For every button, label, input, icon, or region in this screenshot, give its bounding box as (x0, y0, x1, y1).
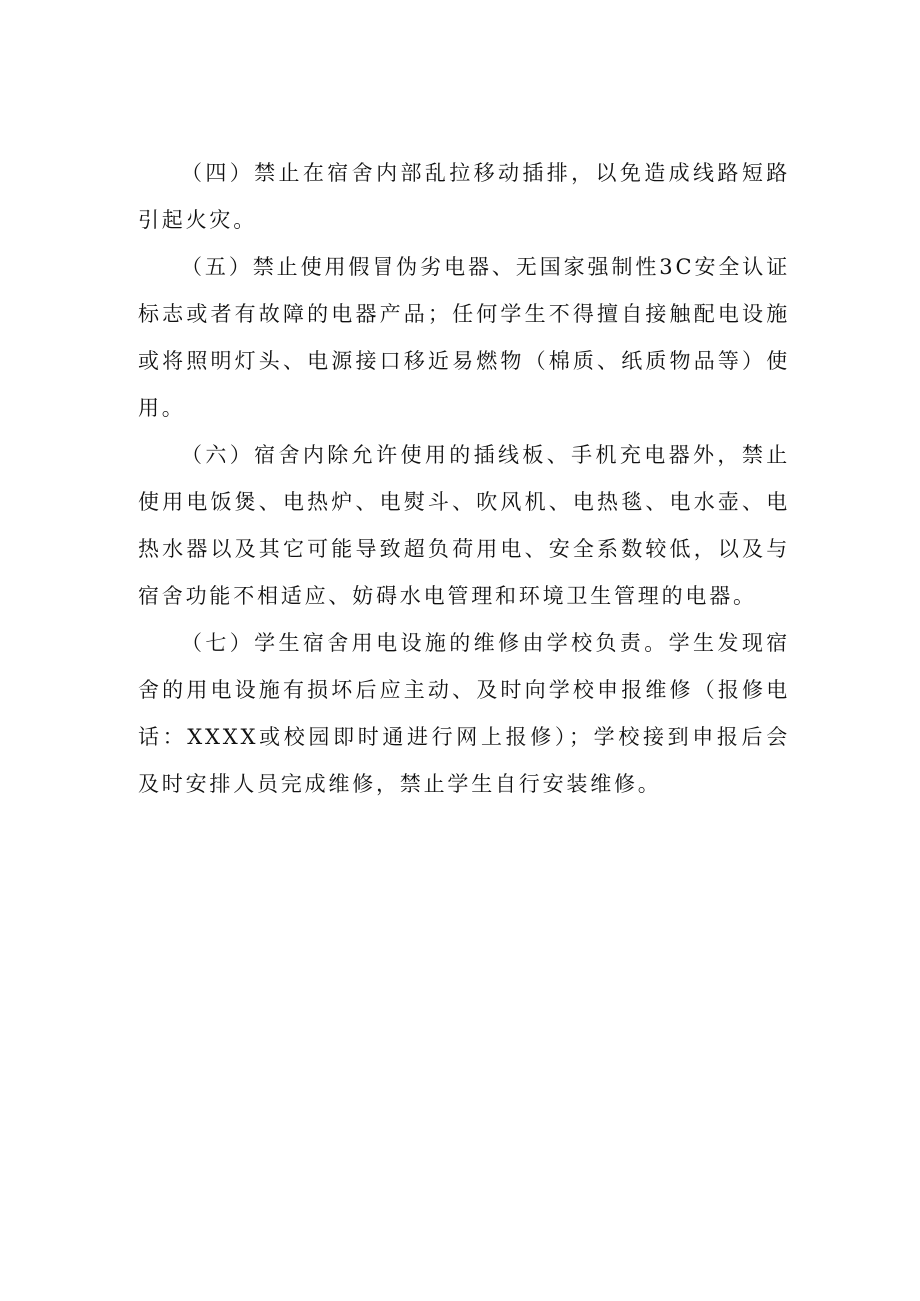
paragraph-item-4: （四）禁止在宿舍内部乱拉移动插排，以免造成线路短路引起火灾。 (138, 161, 790, 232)
paragraph-item-7: （七）学生宿舍用电设施的维修由学校负责。学生发现宿舍的用电设施有损坏后应主动、及时向学校申报维修（报修电话：XXXX或校园即时通进行网上报修）；学校接到申报后会及时安排人员完成维修，禁止学生自行安装维修。 (138, 631, 790, 796)
document-body (138, 150, 790, 808)
paragraph-item-6: （六）宿舍内除允许使用的插线板、手机充电器外，禁止使用电饭煲、电热炉、电熨斗、吹风机、电热毯、电水壶、电热水器以及其它可能导致超负荷用电、安全系数较低，以及与宿舍功能不相适应、妨碍水电管理和环境卫生管理的电器。 (138, 443, 790, 608)
paragraph-item-5: （五）禁止使用假冒伪劣电器、无国家强制性3C安全认证标志或者有故障的电器产品；任何学生不得擅自接触配电设施或将照明灯头、电源接口移近易燃物（棉质、纸质物品等）使用。 (138, 255, 790, 420)
